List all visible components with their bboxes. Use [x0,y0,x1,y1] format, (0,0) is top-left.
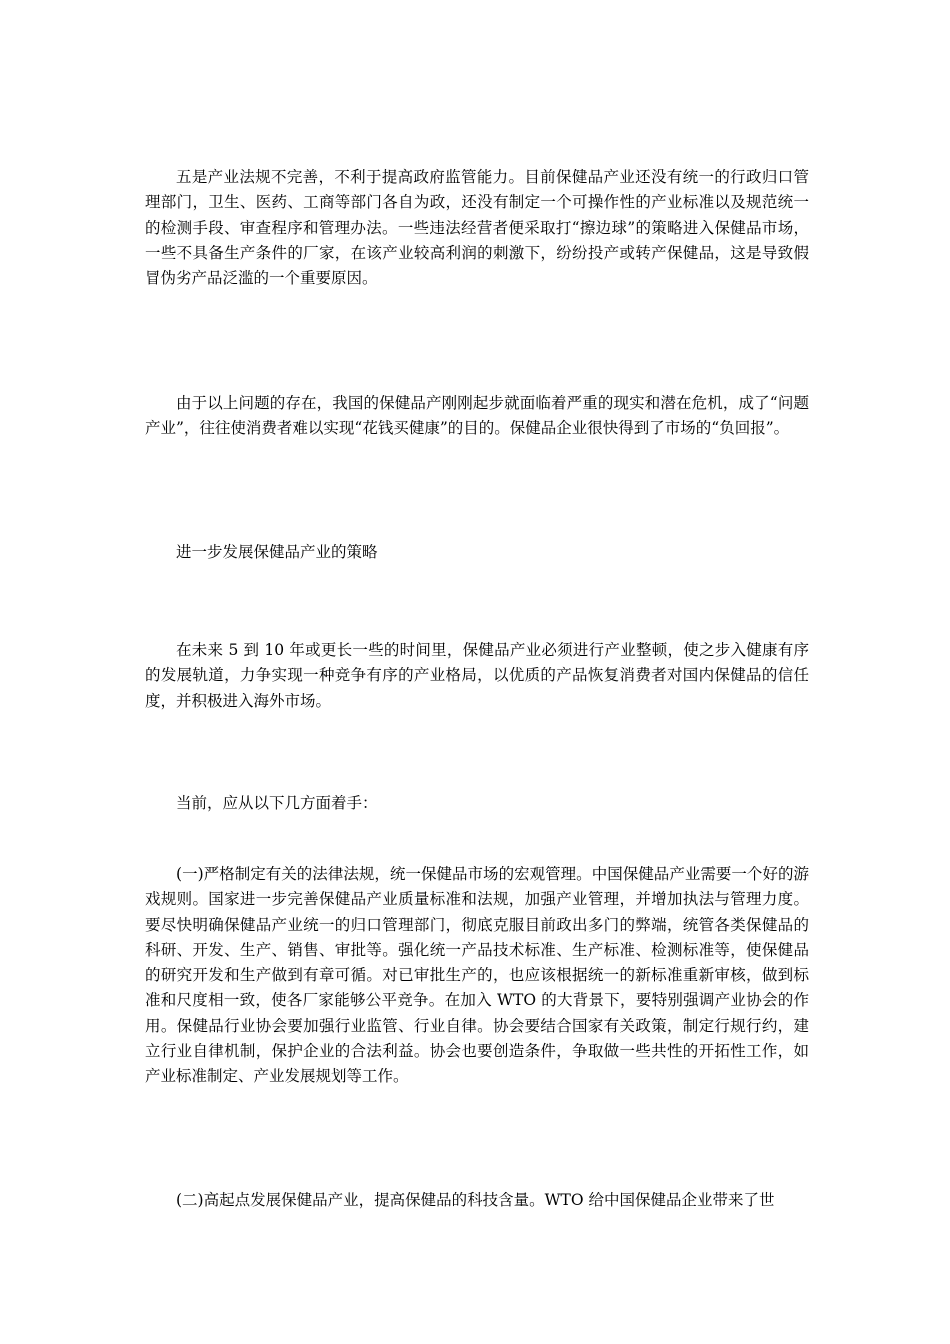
paragraph-problem-industry: 由于以上问题的存在，我国的保健品产刚刚起步就面临着严重的现实和潜在危机，成了“问题产业”，往往使消费者难以实现“花钱买健康”的目的。保健品企业很快得到了市场的“负回报”。 [145,394,809,438]
paragraph-laws-regulations: (一)严格制定有关的法律法规，统一保健品市场的宏观管理。中国保健品产业需要一个好的游戏规则。国家进一步完善保健品产业质量标准和法规，加强产业管理，并增加执法与管理力度。要尽快明确保健品产业统一的归口管理部门，彻底克服目前政出多门的弊端，统管各类保健品的科研、开发、生产、销售、审批等。强化统一产品技术标准、生产标准、检测标准等，使保健品的研究开发和生产做到有章可循。对已审批生产的，也应该根据统一的新标准重新审核，做到标准和尺度相一致，使各厂家能够公平竞争。在加入 WTO 的大背景下，要特别强调产业协会的作用。保健品行业协会要加强行业监管、行业自律。协会要结合国家有关政策，制定行规行约，建立行业自律机制，保护企业的合法利益。协会也要创造条件，争取做一些共性的开拓性工作，如产业标准制定、产业发展规划等工作。 [145,865,809,1086]
paragraph-future-outlook: 在未来 5 到 10 年或更长一些的时间里，保健品产业必须进行产业整顿，使之步入健康有序的发展轨道，力争实现一种竞争有序的产业格局，以优质的产品恢复消费者对国内保健品的信任度，并积极进入海外市场。 [145,641,809,710]
section-heading-strategy: 进一步发展保健品产业的策略 [176,543,378,561]
paragraph-high-tech-development: (二)高起点发展保健品产业，提高保健品的科技含量。WTO 给中国保健品企业带来了世 [176,1191,775,1209]
paragraph-regulation-issue: 五是产业法规不完善，不利于提高政府监管能力。目前保健品产业还没有统一的行政归口管理部门，卫生、医药、工商等部门各自为政，还没有制定一个可操作性的产业标准以及规范统一的检测手段、审查程序和管理办法。一些违法经营者便采取打“擦边球”的策略进入保健品市场，一些不具备生产条件的厂家，在该产业较高利润的刺激下，纷纷投产或转产保健品，这是导致假冒伪劣产品泛滥的一个重要原因。 [145,168,809,288]
paragraph-current-steps: 当前，应从以下几方面着手： [176,794,378,812]
